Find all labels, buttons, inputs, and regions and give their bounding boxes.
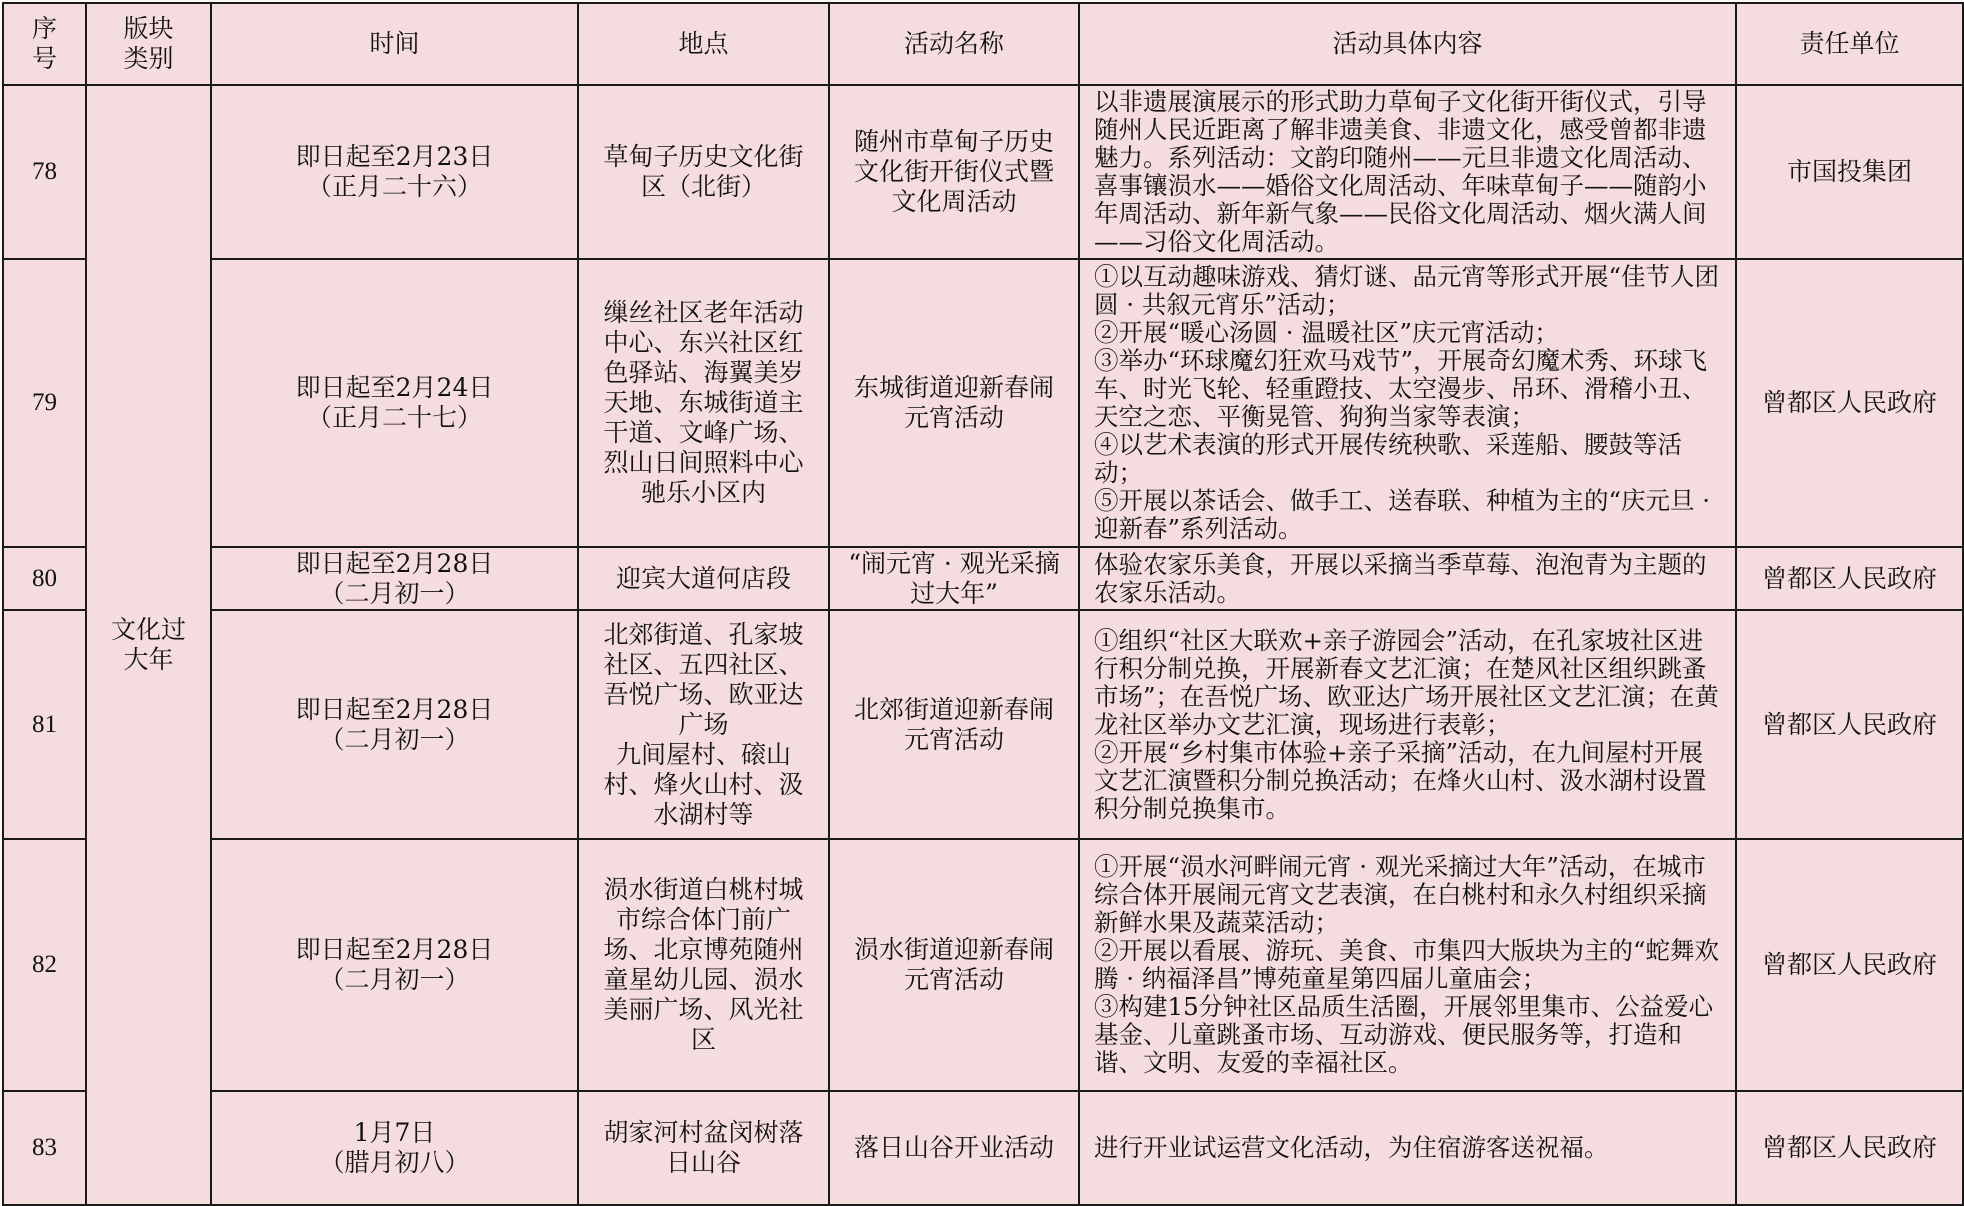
row-unit: 市国投集团 (1736, 85, 1963, 259)
header-seq (3, 3, 86, 85)
row-location: 迎宾大道何店段 (578, 547, 829, 610)
header-activity-name: 活动名称 (829, 3, 1079, 85)
row-activity-name: “闹元宵 · 观光采摘过大年” (829, 547, 1079, 610)
table-row (3, 85, 1963, 259)
category-cell (86, 85, 211, 1205)
row-activity-name: 随州市草甸子历史文化街开街仪式暨文化周活动 (829, 85, 1079, 259)
row-time (211, 547, 578, 610)
time-date: 即日起至2月23日 (295, 142, 494, 171)
time-lunar: （正月二十七） (306, 403, 482, 432)
header-location: 地点 (578, 3, 829, 85)
row-seq: 80 (3, 547, 86, 610)
row-seq: 81 (3, 610, 86, 839)
row-location: 涢水街道白桃村城市综合体门前广场、北京博苑随州童星幼儿园、涢水美丽广场、风光社区 (578, 839, 829, 1091)
content-item: ②开展“乡村集市体验+亲子采摘”活动，在九间屋村开展文艺汇演暨积分制兑换活动；在烽火山村、汲水湖村设置积分制兑换集市。 (1094, 737, 1707, 823)
row-content (1079, 610, 1736, 839)
content-item: ⑤开展以茶话会、做手工、送春联、种植为主的“庆元旦 · 迎新春”系列活动。 (1094, 486, 1711, 543)
header-seq-label: 序号 (31, 14, 57, 73)
time-date: 1月7日 (353, 1118, 436, 1147)
row-unit: 曾都区人民政府 (1736, 610, 1963, 839)
row-seq: 82 (3, 839, 86, 1091)
category-label: 文化过大年 (110, 615, 186, 674)
content-item: ③举办“环球魔幻狂欢马戏节”，开展奇幻魔术秀、环球飞车、时光飞轮、轻重蹬技、太空漫步、吊环、滑稽小丑、天空之恋、平衡晃管、狗狗当家等表演； (1094, 346, 1708, 431)
row-activity-name: 东城街道迎新春闹元宵活动 (829, 259, 1079, 547)
time-lunar: （正月二十六） (306, 172, 482, 201)
row-seq: 79 (3, 259, 86, 547)
table-row (3, 839, 1963, 1091)
content-item: ③构建15分钟社区品质生活圈，开展邻里集市、公益爱心基金、儿童跳蚤市场、互动游戏、便民服务等，打造和谐、文明、友爱的幸福社区。 (1094, 992, 1714, 1077)
row-content (1079, 259, 1736, 547)
header-row (3, 3, 1963, 85)
time-lunar: （腊月初八） (319, 1148, 470, 1177)
time-date: 即日起至2月24日 (295, 373, 494, 402)
content-item: ①开展“涢水河畔闹元宵 · 观光采摘过大年”活动，在城市综合体开展闹元宵文艺表演，在白桃村和永久村组织采摘新鲜水果及蔬菜活动； (1094, 852, 1707, 937)
header-time: 时间 (211, 3, 578, 85)
row-location: 北郊街道、孔家坡社区、五四社区、吾悦广场、欧亚达广场 九间屋村、磙山村、烽火山村、汲水湖村等 (578, 610, 829, 839)
row-time (211, 85, 578, 259)
header-category (86, 3, 211, 85)
header-unit: 责任单位 (1736, 3, 1963, 85)
time-date: 即日起至2月28日 (295, 694, 494, 724)
time-lunar: （二月初一） (319, 578, 470, 608)
row-location: 缫丝社区老年活动中心、东兴社区红色驿站、海翼美岁天地、东城街道主干道、文峰广场、烈山日间照料中心驰乐小区内 (578, 259, 829, 547)
row-seq: 78 (3, 85, 86, 259)
row-content (1079, 85, 1736, 259)
row-time (211, 259, 578, 547)
row-content (1079, 547, 1736, 610)
row-activity-name: 涢水街道迎新春闹元宵活动 (829, 839, 1079, 1091)
content-item: 进行开业试运营文化活动，为住宿游客送祝福。 (1094, 1133, 1609, 1162)
content-item: 以非遗展演展示的形式助力草甸子文化街开街仪式，引导随州人民近距离了解非遗美食、非遗文化，感受曾都非遗魅力。系列活动：文韵印随州——元旦非遗文化周活动、喜事镶涢水——婚俗文化周活动、年味草甸子——随韵小年周活动、新年新气象——民俗文化周活动、烟火满人间——习俗文化周活动。 (1094, 87, 1707, 256)
time-date: 即日起至2月28日 (295, 935, 494, 964)
row-time (211, 610, 578, 839)
table-row (3, 259, 1963, 547)
header-category-label: 版块类别 (123, 14, 174, 73)
row-content (1079, 1091, 1736, 1205)
content-item: 体验农家乐美食，开展以采摘当季草莓、泡泡青为主题的农家乐活动。 (1094, 549, 1707, 607)
row-content (1079, 839, 1736, 1091)
row-unit: 曾都区人民政府 (1736, 259, 1963, 547)
row-unit: 曾都区人民政府 (1736, 1091, 1963, 1205)
time-lunar: （二月初一） (319, 724, 470, 754)
time-lunar: （二月初一） (319, 965, 470, 994)
table-row (3, 547, 1963, 610)
content-item: ②开展“暖心汤圆 · 温暖社区”庆元宵活动； (1094, 318, 1559, 347)
content-item: ④以艺术表演的形式开展传统秧歌、采莲船、腰鼓等活动； (1094, 430, 1682, 487)
activity-table (2, 2, 1964, 1206)
row-location: 胡家河村盆闵树落日山谷 (578, 1091, 829, 1205)
row-time (211, 839, 578, 1091)
header-content: 活动具体内容 (1079, 3, 1736, 85)
row-activity-name: 落日山谷开业活动 (829, 1091, 1079, 1205)
row-unit: 曾都区人民政府 (1736, 547, 1963, 610)
row-unit: 曾都区人民政府 (1736, 839, 1963, 1091)
content-item: ①组织“社区大联欢+亲子游园会”活动，在孔家坡社区进行积分制兑换，开展新春文艺汇演；在楚风社区组织跳蚤市场”；在吾悦广场、欧亚达广场开展社区文艺汇演；在黄龙社区举办文艺汇演，现场进行表彰； (1094, 625, 1720, 739)
table-row (3, 1091, 1963, 1205)
row-activity-name: 北郊街道迎新春闹元宵活动 (829, 610, 1079, 839)
table-row (3, 610, 1963, 839)
time-date: 即日起至2月28日 (295, 548, 494, 578)
content-item: ②开展以看展、游玩、美食、市集四大版块为主的“蛇舞欢腾 · 纳福泽昌”博苑童星第四届儿童庙会； (1094, 936, 1720, 993)
content-item: ①以互动趣味游戏、猜灯谜、品元宵等形式开展“佳节人团圆 · 共叙元宵乐”活动； (1094, 262, 1720, 319)
row-time (211, 1091, 578, 1205)
row-seq: 83 (3, 1091, 86, 1205)
row-location: 草甸子历史文化街区（北街） (578, 85, 829, 259)
